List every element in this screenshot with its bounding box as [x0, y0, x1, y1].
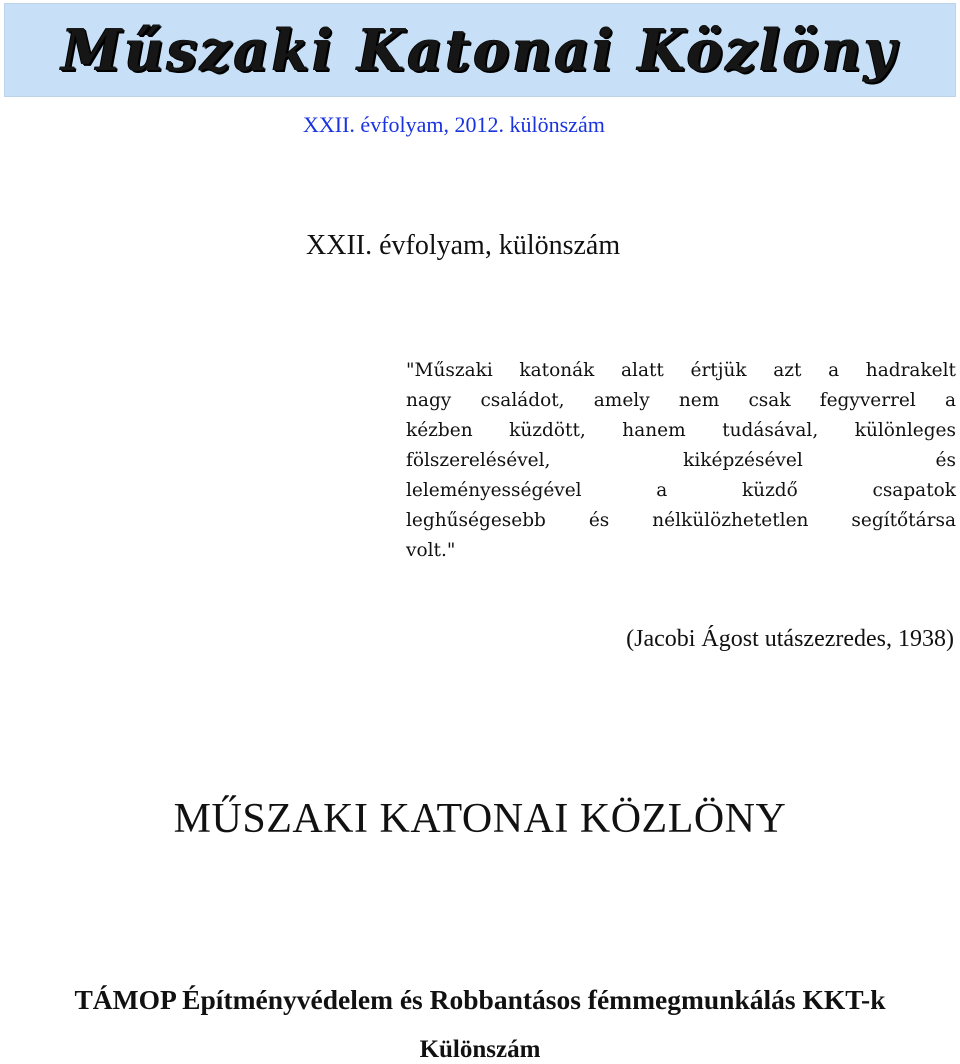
quote-word: nélkülözhetetlen [652, 510, 809, 531]
quote-word: hadrakelt [865, 360, 956, 381]
quote-word: küzdött, [509, 420, 586, 441]
quote-word: a [656, 480, 668, 501]
publication-title: MŰSZAKI KATONAI KÖZLÖNY [173, 796, 787, 842]
masthead-logo-text: Műszaki Katonai Közlöny [61, 16, 899, 84]
epigraph-quote [406, 356, 956, 566]
quote-line [406, 416, 956, 446]
quote-line: volt." [406, 540, 456, 561]
quote-word: azt [773, 360, 802, 381]
quote-word: tudásával, [722, 420, 819, 441]
quote-line [406, 386, 956, 416]
quote-word: csak [748, 390, 791, 411]
edition-line-blue: XXII. évfolyam, 2012. különszám [303, 112, 605, 137]
project-title: TÁMOP Építményvédelem és Robbantásos fémmegmunkálás KKT-k [74, 984, 886, 1015]
quote-word: családot, [480, 390, 565, 411]
quote-word: leleményességével [406, 480, 582, 501]
quote-word: fegyverrel [819, 390, 916, 411]
quote-word: leghűségesebb [406, 510, 546, 531]
quote-word: csapatok [872, 480, 956, 501]
quote-word: különleges [854, 420, 956, 441]
quote-word: a [828, 360, 840, 381]
quote-word: és [588, 510, 610, 531]
quote-word: nagy [406, 390, 452, 411]
quote-line [406, 356, 956, 386]
quote-word: és [935, 450, 956, 471]
masthead-banner [4, 3, 956, 97]
quote-word: nem [678, 390, 720, 411]
quote-word: alatt [621, 360, 664, 381]
special-issue-label: Különszám [419, 1036, 541, 1063]
quote-word: fölszerelésével, [406, 450, 551, 471]
quote-word: értjük [690, 360, 747, 381]
quote-word: kézben [406, 420, 473, 441]
quote-line [406, 476, 956, 506]
quote-word: katonák [519, 360, 595, 381]
quote-attribution: (Jacobi Ágost utászezredes, 1938) [626, 626, 954, 652]
quote-word: "Műszaki [406, 360, 493, 381]
quote-line [406, 506, 956, 536]
quote-line [406, 446, 956, 476]
quote-word: küzdő [741, 480, 798, 501]
edition-line: XXII. évfolyam, különszám [306, 230, 621, 261]
quote-word: kiképzésével [683, 450, 803, 471]
quote-word: a [944, 390, 956, 411]
quote-word: segítőtársa [851, 510, 956, 531]
quote-word: hanem [622, 420, 686, 441]
quote-word: amely [593, 390, 650, 411]
